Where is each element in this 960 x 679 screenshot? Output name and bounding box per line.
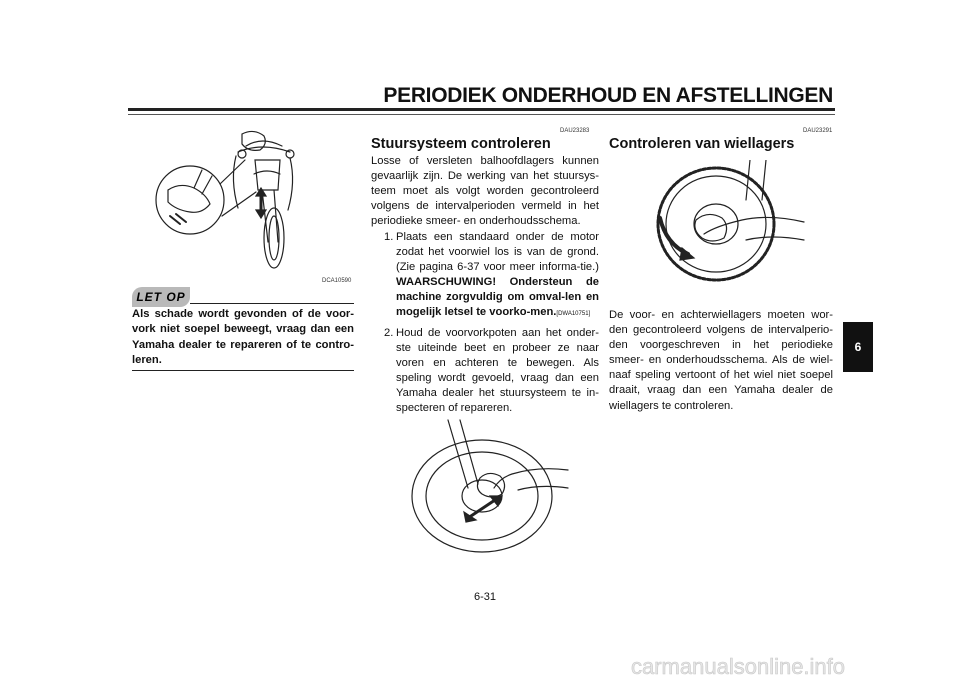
steering-intro-text: Losse of versleten balhoofdlagers kunnen gevaarlijk zijn. De werking van het stuursys-teem moet als volgt worden gecontroleerd volgens de intervalperioden vermeld in het periodieke smeer- en onderhoudsschema. <box>371 155 599 228</box>
header-rule-thin <box>128 114 835 115</box>
step-1-warning-code: [DWA10751] <box>556 311 591 318</box>
header-rule <box>128 108 835 111</box>
figure-code: DCA10590 <box>322 278 352 284</box>
let-op-badge: LET OP <box>132 287 190 307</box>
step-1-warning: WAARSCHUWING! Ondersteun de machine zorgvuldig om omval-len en mogelijk letsel te voorko-men. <box>396 276 599 319</box>
fork-check-illustration <box>408 418 576 554</box>
section-title-wheel-bearings: Controleren van wiellagers <box>609 136 795 152</box>
let-op-rule-top <box>190 303 354 304</box>
handlebar-fork-illustration <box>150 130 300 270</box>
wheel-bearing-illustration <box>646 160 806 290</box>
let-op-text: Als schade wordt gevonden of de voor-vork niet soepel beweegt, vraag dan een Yamaha dealer te repareren of te contro-leren. <box>132 308 354 366</box>
chapter-tab: 6 <box>843 322 873 372</box>
step-2-number: 2. <box>384 327 394 339</box>
wheel-bearings-text: De voor- en achterwiellagers moeten wor-den gecontroleerd volgens de intervalperio-den voorgeschreven in het periodieke smeer- en onderhoudsschema. Als de wiel-naaf speling vertoont of het wiel niet soepel draait, vraag dan een Yamaha dealer de wiellagers te controleren. <box>609 309 833 412</box>
watermark-text: carmanualsonline.info <box>631 654 846 678</box>
let-op-rule-bottom <box>132 370 354 371</box>
page-number: 6-31 <box>473 591 497 603</box>
section-code-right: DAU23291 <box>803 128 833 134</box>
step-1-text <box>396 230 599 323</box>
page-title: PERIODIEK ONDERHOUD EN AFSTELLINGEN <box>383 84 833 107</box>
step-1-number: 1. <box>384 231 394 243</box>
step-1-instruction: Plaats een standaard onder de motor zodat het voorwiel los is van de grond. (Zie pagina 6-37 voor meer informa-tie.) <box>396 231 599 274</box>
section-code: DAU23283 <box>560 128 590 134</box>
watermark-logo <box>629 654 959 678</box>
step-2-text: Houd de voorvorkpoten aan het onder-ste uiteinde beet en probeer ze naar voren en achteren te bewegen. Als speling wordt gevoeld, vraag dan een Yamaha dealer het stuursysteem te in-specteren of repareren. <box>396 327 599 415</box>
section-title-steering: Stuursysteem controleren <box>371 136 551 152</box>
